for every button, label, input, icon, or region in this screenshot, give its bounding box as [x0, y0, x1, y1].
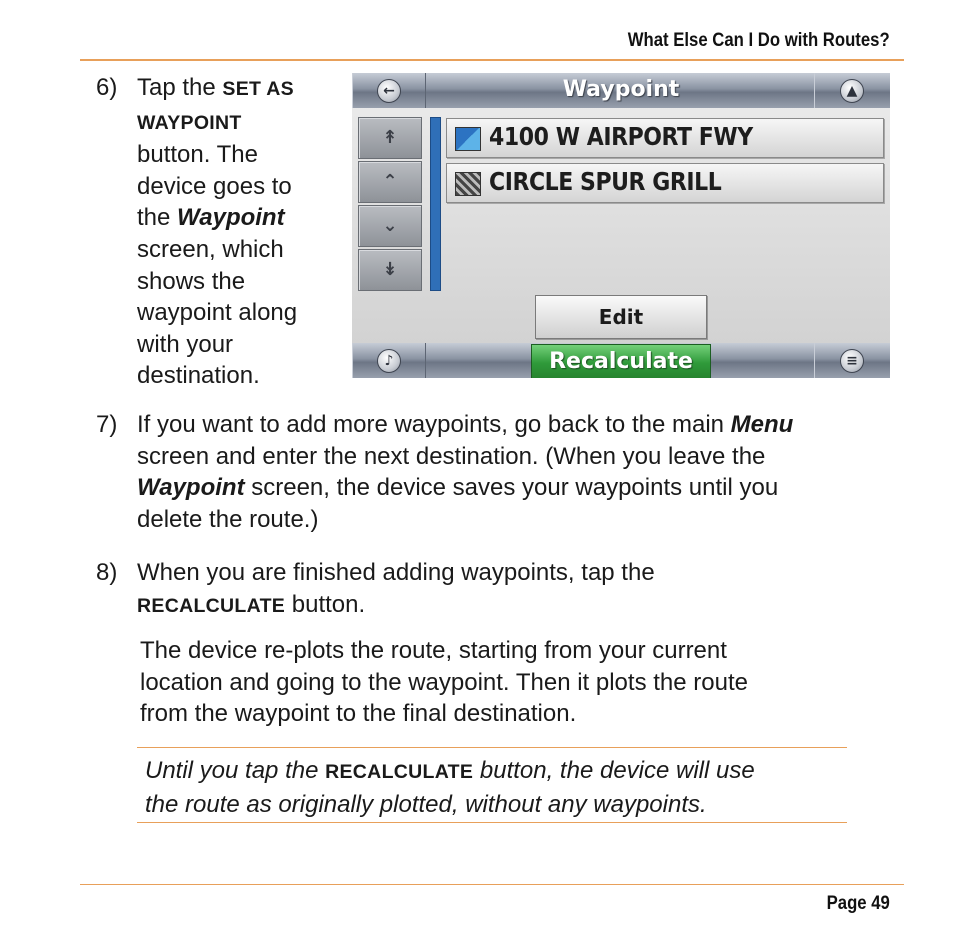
down-icon[interactable]: ⌄ [358, 205, 422, 247]
step-8-line: When you are finished adding waypoints, tap the [137, 559, 655, 586]
compass-icon[interactable]: ▲ [840, 79, 864, 103]
menu-icon[interactable]: ≡ [840, 349, 864, 373]
device-waypoint-screen [352, 73, 890, 378]
waypoint-label: 4100 W AIRPORT FWY [489, 122, 753, 151]
step-6-line: shows the [137, 267, 246, 295]
poi-icon [455, 172, 481, 196]
result-line: from the waypoint to the final destination. [140, 700, 577, 728]
step-6-number: 6) [96, 74, 118, 101]
back-icon[interactable]: ← [377, 79, 401, 103]
note-bottom-rule [137, 822, 847, 823]
step-8-line: button. [285, 590, 366, 618]
page-down-icon[interactable]: ↡ [358, 249, 422, 291]
screen-bottom-bar [352, 343, 890, 378]
waypoint-screen-ref: Waypoint [177, 204, 285, 232]
waypoint-keyword: WAYPOINT [137, 111, 242, 134]
step-6-line: destination. [137, 362, 260, 390]
up-icon[interactable]: ⌃ [358, 161, 422, 203]
header-rule [80, 59, 904, 61]
set-as-keyword: SET AS [222, 78, 294, 100]
step-8-text [137, 557, 877, 622]
step-7-line: screen, the device saves your waypoints until you [244, 474, 779, 502]
step-7-line: If you want to add more waypoints, go back to the main [137, 411, 731, 438]
edit-button[interactable]: Edit [535, 295, 707, 339]
step-7-number: 7) [96, 411, 118, 438]
scrollbar[interactable] [430, 117, 441, 291]
note-line: button, the device will use [473, 757, 755, 784]
note-box [145, 755, 845, 820]
step-6-line: with your [137, 330, 234, 358]
running-header: What Else Can I Do with Routes? [628, 30, 890, 51]
step-6-line: Tap the [137, 74, 223, 101]
note-line: Until you tap the [145, 757, 326, 784]
recalculate-button[interactable]: Recalculate [531, 344, 711, 378]
waypoint-list-item[interactable] [446, 118, 884, 158]
step-6-line: screen, which [137, 235, 284, 263]
screen-title-bar [352, 73, 890, 108]
step-7-text [137, 409, 877, 535]
footer-rule [80, 884, 904, 885]
page-up-icon[interactable]: ↟ [358, 117, 422, 159]
step-6-line: button. The [137, 141, 258, 169]
waypoint-list-item[interactable] [446, 163, 884, 203]
step-6-line: waypoint along [137, 299, 298, 327]
step-6-line: the [137, 204, 178, 232]
step-7-line: delete the route.) [137, 505, 319, 533]
menu-screen-ref: Menu [730, 411, 794, 438]
screen-title: Waypoint [562, 77, 680, 102]
destination-flag-icon [455, 127, 481, 151]
result-line: location and going to the waypoint. Then it plots the route [140, 668, 748, 696]
note-line: the route as originally plotted, without any waypoints. [145, 790, 707, 818]
recalculate-keyword: RECALCULATE [137, 594, 286, 617]
step-8-number: 8) [96, 559, 118, 586]
note-top-rule [137, 747, 847, 748]
page-number: Page 49 [826, 893, 890, 914]
result-paragraph [140, 635, 880, 730]
recalculate-keyword: RECALCULATE [325, 761, 474, 783]
step-6-text [137, 72, 337, 392]
waypoint-label: CIRCLE SPUR GRILL [489, 167, 722, 196]
step-6-line: device goes to [137, 172, 292, 200]
result-line: The device re-plots the route, starting from your current [140, 637, 727, 664]
waypoint-screen-ref: Waypoint [137, 474, 245, 502]
step-7-line: screen and enter the next destination. (When you leave the [137, 442, 766, 470]
speaker-icon[interactable]: ♪ [377, 349, 401, 373]
